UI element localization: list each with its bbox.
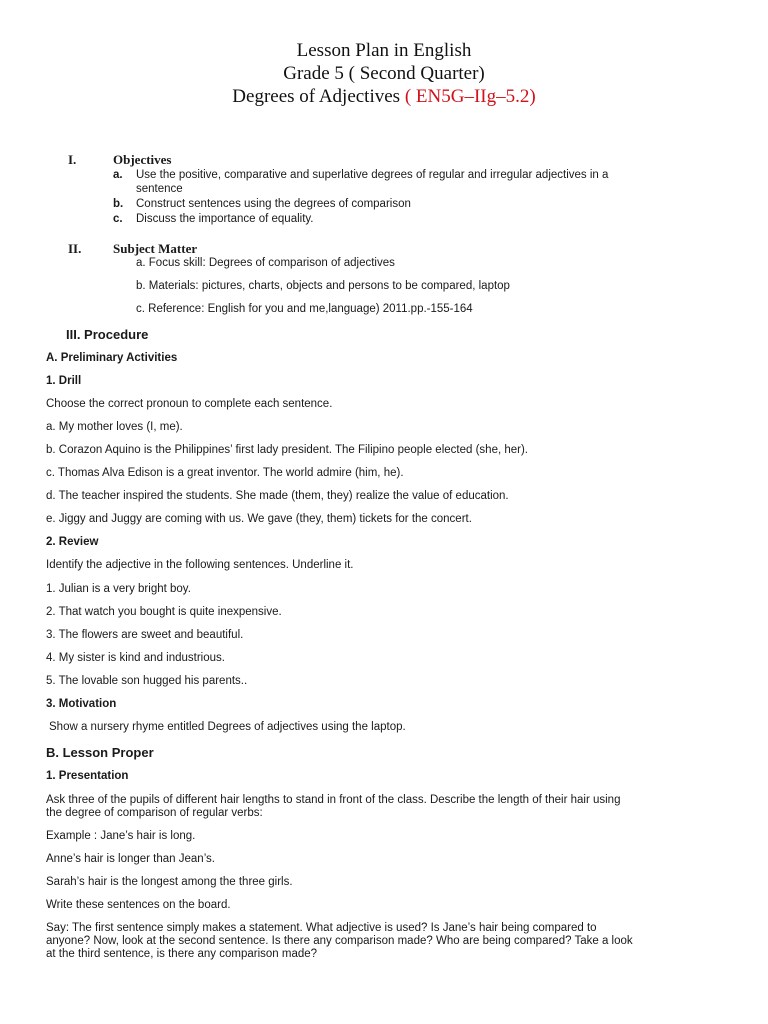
preliminary-activities-heading: A. Preliminary Activities xyxy=(46,352,178,364)
objective-b: Construct sentences using the degrees of comparison xyxy=(136,198,411,210)
review-heading: 2. Review xyxy=(46,536,99,548)
subject-matter-a: a. Focus skill: Degrees of comparison of adjectives xyxy=(136,257,395,269)
drill-item-d: d. The teacher inspired the students. She made (them, they) realize the value of education. xyxy=(46,490,509,502)
title-line-3 xyxy=(0,86,768,108)
review-instruction: Identify the adjective in the following sentences. Underline it. xyxy=(46,559,354,571)
title-code: ( EN5G–IIg–5.2) xyxy=(404,86,536,107)
objective-a-cont: sentence xyxy=(136,183,183,195)
title-topic: Degrees of Adjectives xyxy=(232,86,401,107)
drill-item-a: a. My mother loves (I, me). xyxy=(46,421,183,433)
drill-instruction: Choose the correct pronoun to complete each sentence. xyxy=(46,398,333,410)
drill-item-c: c. Thomas Alva Edison is a great inventor. The world admire (him, he). xyxy=(46,467,404,479)
presentation-paragraph-line-2: the degree of comparison of regular verbs: xyxy=(46,807,263,819)
section2-heading: Subject Matter xyxy=(113,241,198,256)
review-item-1: 1. Julian is a very bright boy. xyxy=(46,583,191,595)
section1-numeral: I. xyxy=(68,152,77,167)
objective-letter-a: a. xyxy=(113,169,123,181)
procedure-heading: III. Procedure xyxy=(66,327,149,342)
title-line-1: Lesson Plan in English xyxy=(296,40,472,61)
motivation-text: Show a nursery rhyme entitled Degrees of adjectives using the laptop. xyxy=(49,721,406,733)
say-line-1: Say: The first sentence simply makes a statement. What adjective is used? Is Jane’s hair being compared to xyxy=(46,922,597,934)
write-instruction: Write these sentences on the board. xyxy=(46,899,231,911)
drill-item-e: e. Jiggy and Juggy are coming with us. We gave (they, them) tickets for the concert. xyxy=(46,513,472,525)
objective-letter-c: c. xyxy=(113,213,123,225)
objective-c: Discuss the importance of equality. xyxy=(136,213,314,225)
example-sentence-2: Anne’s hair is longer than Jean’s. xyxy=(46,853,215,865)
subject-matter-b: b. Materials: pictures, charts, objects and persons to be compared, laptop xyxy=(136,280,510,292)
review-item-5: 5. The lovable son hugged his parents.. xyxy=(46,675,248,687)
drill-heading: 1. Drill xyxy=(46,375,82,387)
example-sentence-1: Example : Jane’s hair is long. xyxy=(46,830,196,842)
presentation-heading: 1. Presentation xyxy=(46,770,129,782)
say-line-2: anyone? Now, look at the second sentence. Is there any comparison made? Who are being compared? Take a look xyxy=(46,935,633,947)
section2-numeral: II. xyxy=(68,241,82,256)
objective-a: Use the positive, comparative and superlative degrees of regular and irregular adjectives in a xyxy=(136,169,609,181)
review-item-4: 4. My sister is kind and industrious. xyxy=(46,652,225,664)
example-sentence-3: Sarah’s hair is the longest among the three girls. xyxy=(46,876,293,888)
objective-letter-b: b. xyxy=(113,198,124,210)
presentation-paragraph-line-1: Ask three of the pupils of different hair lengths to stand in front of the class. Describe the length of their hair using xyxy=(46,794,621,806)
section1-heading: Objectives xyxy=(113,152,172,167)
drill-item-b: b. Corazon Aquino is the Philippines’ first lady president. The Filipino people elected (she, her). xyxy=(46,444,528,456)
review-item-2: 2. That watch you bought is quite inexpensive. xyxy=(46,606,282,618)
review-item-3: 3. The flowers are sweet and beautiful. xyxy=(46,629,244,641)
lesson-proper-heading: B. Lesson Proper xyxy=(46,745,154,760)
subject-matter-c: c. Reference: English for you and me,language) 2011.pp.-155-164 xyxy=(136,303,473,315)
motivation-heading: 3. Motivation xyxy=(46,698,117,710)
title-line-2: Grade 5 ( Second Quarter) xyxy=(283,63,485,84)
say-line-3: at the third sentence, is there any comparison made? xyxy=(46,948,318,960)
